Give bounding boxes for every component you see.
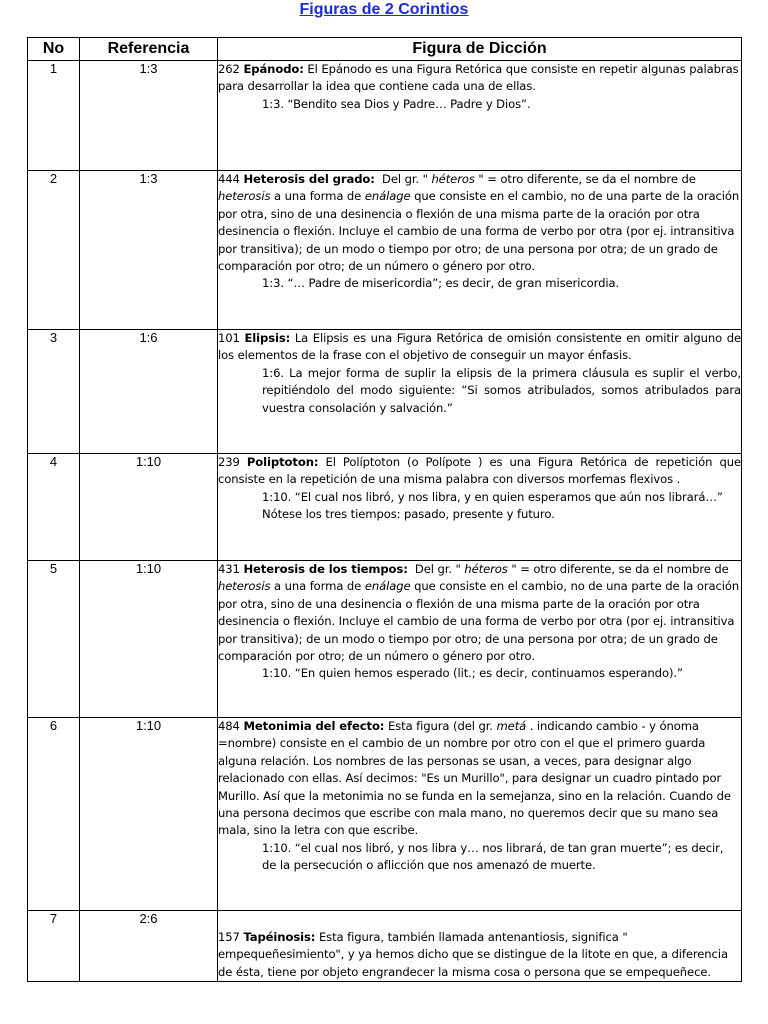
figure-number: 484 bbox=[218, 719, 240, 733]
table-header-row bbox=[28, 38, 742, 61]
table-row bbox=[28, 454, 742, 561]
table-row bbox=[28, 911, 742, 982]
figure-number: 444 bbox=[218, 172, 240, 186]
row-reference: 1:3 bbox=[80, 171, 218, 330]
row-reference: 1:10 bbox=[80, 454, 218, 561]
table-row bbox=[28, 61, 742, 171]
table-row bbox=[28, 718, 742, 911]
figure-name: Epánodo: bbox=[243, 62, 304, 76]
figure-text: " = otro diferente, se da el nombre de bbox=[511, 562, 729, 576]
figure-text: Esta figura (del gr. bbox=[387, 719, 493, 733]
figure-text: Del gr. " bbox=[382, 172, 428, 186]
row-number: 4 bbox=[28, 454, 80, 561]
row-figure bbox=[218, 171, 742, 330]
figure-definition bbox=[218, 171, 741, 275]
figure-name: Elipsis: bbox=[244, 331, 291, 345]
row-figure bbox=[218, 911, 742, 982]
figure-name: Poliptoton: bbox=[246, 455, 319, 469]
row-reference: 1:6 bbox=[80, 330, 218, 454]
row-reference: 1:10 bbox=[80, 718, 218, 911]
figure-example: 1:3. “Bendito sea Dios y Padre… Padre y Dios”. bbox=[262, 96, 531, 111]
figure-name: Metonimia del efecto: bbox=[243, 719, 385, 733]
row-number: 5 bbox=[28, 561, 80, 718]
figure-text: que consiste en el cambio, no de una parte de la oración por otra, sino de una desinencia o flexión de una misma parte de la oración por otra desinencia o flexión. Incluye el cambio de una forma de verbo por otra (por ej. intransitiva por transitiva); de un modo o tiempo por otro; de una persona por otra; de un grado de comparación por otro; de un número o género por otro. bbox=[218, 579, 740, 664]
figure-name: Heterosis del grado: bbox=[243, 172, 375, 186]
table-row bbox=[28, 330, 742, 454]
row-reference: 1:3 bbox=[80, 61, 218, 171]
figure-example: 1:10. “En quien hemos esperado (lit.; es decir, continuamos esperando).” bbox=[262, 666, 683, 681]
figure-example: 1:10. “El cual nos libró, y nos libra, y en quien esperamos que aún nos librará…” Nótese los tres tiempos: pasado, presente y futuro. bbox=[262, 489, 723, 522]
figure-example: 1:10. “el cual nos libró, y nos libra y… nos librará, de tan gran muerte”; es decir, de la persecución o aflicción que nos amenazó de muerte. bbox=[262, 840, 724, 873]
row-figure bbox=[218, 61, 742, 171]
figure-italic-term: héteros bbox=[431, 172, 475, 186]
figures-table bbox=[27, 37, 742, 982]
figure-definition bbox=[218, 718, 741, 840]
figure-definition bbox=[218, 929, 741, 981]
row-figure bbox=[218, 561, 742, 718]
figure-name: Heterosis de los tiempos: bbox=[243, 562, 408, 576]
figure-italic-term: enálage bbox=[364, 579, 411, 594]
figure-definition bbox=[218, 330, 741, 365]
figure-text: . indicando cambio - y ónoma =nombre) consiste en el cambio de un nombre por otro con el que el primero guarda alguna relación. Los nombres de las personas se usan, a veces, para designar algo relacionado con ellas. Así decimos: "Es un Murillo", para designar un cuadro pintado por Murillo. Así que la metonimia no se funda en la semejanza, sino en la relación. Cuando de una persona decimos que escribe con mala mano, no queremos decir que su mano sea mala, sino la letra con que escribe. bbox=[218, 719, 731, 838]
row-figure bbox=[218, 454, 742, 561]
figure-number: 239 bbox=[218, 455, 240, 469]
figure-text: El Epánodo es una Figura Retórica que consiste en repetir algunas palabras para desarrollar la idea que contiene cada una de ellas. bbox=[218, 62, 739, 94]
row-figure bbox=[218, 330, 742, 454]
figure-text: " = otro diferente, se da el nombre de bbox=[478, 172, 696, 186]
figure-definition bbox=[218, 561, 741, 665]
row-number: 1 bbox=[28, 61, 80, 171]
figure-definition bbox=[218, 454, 741, 489]
figure-text: Del gr. " bbox=[414, 562, 461, 576]
figure-text: La Elipsis es una Figura Retórica de omisión consistente en omitir alguno de los elementos de la frase con el objetivo de conseguir un mayor énfasis. bbox=[218, 331, 742, 363]
row-figure bbox=[218, 718, 742, 911]
figure-italic-term: enálage bbox=[364, 189, 411, 204]
figure-number: 157 bbox=[218, 930, 240, 944]
figure-number: 431 bbox=[218, 562, 240, 576]
row-reference: 2:6 bbox=[80, 911, 218, 982]
column-header-figura: Figura de Dicción bbox=[218, 38, 742, 61]
figure-text: a una forma de bbox=[274, 579, 362, 594]
figure-name: Tapéinosis: bbox=[243, 930, 316, 944]
column-header-referencia: Referencia bbox=[80, 38, 218, 61]
figure-italic-term: heterosis bbox=[218, 579, 271, 594]
figure-example: 1:3. “… Padre de misericordia”; es decir, de gran misericordia. bbox=[262, 276, 620, 291]
figure-text: El Políptoton (o Polípote ) es una Figura Retórica de repetición que consiste en la repetición de una misma palabra con diversos morfemas flexivos . bbox=[218, 455, 741, 487]
figure-italic-term: héteros bbox=[464, 562, 508, 576]
figure-text: que consiste en el cambio, no de una parte de la oración por otra, sino de una desinencia o flexión de una misma parte de la oración por otra desinencia o flexión. Incluye el cambio de una forma de verbo por otra (por ej. intransitiva por transitiva); de un modo o tiempo por otro; de una persona por otra; de un grado de comparación por otro; de un número o género por otro. bbox=[218, 189, 740, 274]
row-number: 3 bbox=[28, 330, 80, 454]
column-header-no: No bbox=[28, 38, 80, 61]
row-number: 2 bbox=[28, 171, 80, 330]
figure-number: 101 bbox=[218, 331, 240, 345]
table-row bbox=[28, 171, 742, 330]
figure-definition bbox=[218, 61, 741, 96]
figure-example: 1:6. La mejor forma de suplir la elipsis de la primera cláusula es suplir el verbo, repitiéndolo del modo siguiente: “Si somos atribulados, somos atribulados para vuestra consolación y salvación.” bbox=[262, 365, 741, 415]
row-number: 6 bbox=[28, 718, 80, 911]
page-title: Figuras de 2 Corintios bbox=[299, 1, 469, 18]
row-number: 7 bbox=[28, 911, 80, 982]
figure-number: 262 bbox=[218, 62, 240, 76]
figure-italic-term: heterosis bbox=[218, 189, 271, 204]
figure-text: Esta figura, también llamada antenantiosis, significa " empequeñesimiento", y ya hemos dicho que se distingue de la litote en que, a diferencia de ésta, tiene por objeto engrandecer la misma cosa o persona que se empequeñece. bbox=[218, 930, 728, 979]
figure-italic-term: metá bbox=[496, 719, 527, 733]
figure-text: a una forma de bbox=[274, 189, 362, 204]
table-row bbox=[28, 561, 742, 718]
row-reference: 1:10 bbox=[80, 561, 218, 718]
